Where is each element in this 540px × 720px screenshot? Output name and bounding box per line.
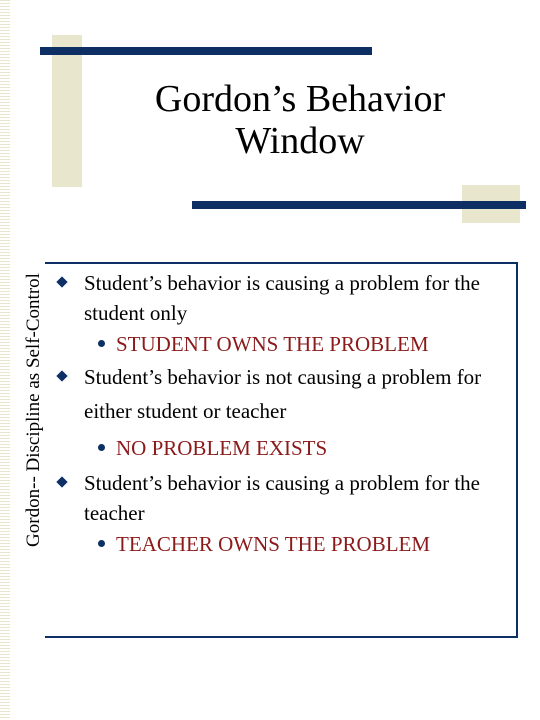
sub-bullet-item (58, 528, 508, 560)
bullet-text: Student’s behavior is not causing a problem for either student or teacher (84, 365, 482, 423)
bullet-item (58, 360, 508, 428)
diamond-bullet-icon (56, 476, 67, 487)
dot-bullet-icon (98, 444, 105, 451)
bullet-list (58, 268, 508, 560)
bullet-item (58, 268, 508, 328)
bullet-text: Student’s behavior is causing a problem for the teacher (84, 471, 480, 525)
top-deco-line (40, 47, 372, 55)
diamond-bullet-icon (56, 276, 67, 287)
title-line-1: Gordon’s Behavior (154, 78, 446, 120)
sub-bullet-item (58, 328, 508, 360)
bullet-text: Student’s behavior is causing a problem for the student only (84, 271, 480, 325)
sub-bullet-text: NO PROBLEM EXISTS (116, 436, 328, 460)
sub-bullet-item (58, 428, 508, 468)
title-line-2: Window (235, 120, 365, 162)
title-deco-block (52, 35, 82, 187)
sub-bullet-text: TEACHER OWNS THE PROBLEM (116, 532, 431, 556)
slide-title (90, 78, 510, 162)
dot-bullet-icon (98, 340, 105, 347)
dot-bullet-icon (98, 540, 105, 547)
vertical-side-label: Gordon-- Discipline as Self-Control (23, 273, 44, 547)
bottom-deco-line (192, 201, 526, 209)
left-stripe-decoration (0, 0, 10, 720)
diamond-bullet-icon (56, 370, 67, 381)
sub-bullet-text: STUDENT OWNS THE PROBLEM (116, 332, 429, 356)
bullet-item (58, 468, 508, 528)
